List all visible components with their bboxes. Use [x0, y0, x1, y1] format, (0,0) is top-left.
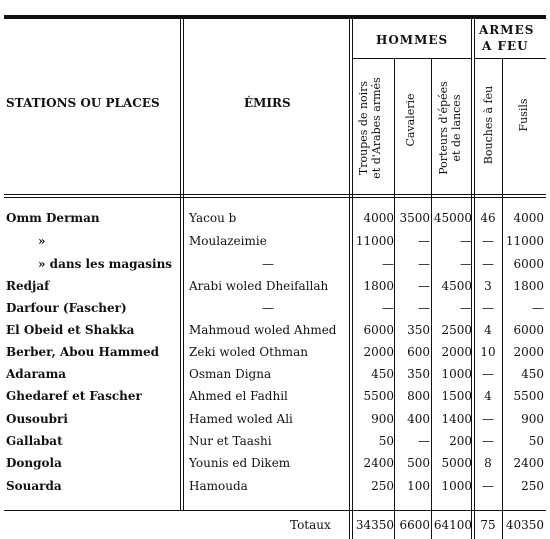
cell-station: Omm Derman: [6, 211, 100, 225]
cell-troupes: —: [382, 301, 394, 315]
cell-bouches: —: [482, 434, 494, 448]
cell-troupes: 2000: [363, 345, 394, 359]
col-troupes-header: [357, 64, 383, 192]
col-porteurs-line2: et de lances: [450, 94, 463, 162]
cell-porteurs: 1500: [441, 389, 472, 403]
rule-bottom: [4, 510, 546, 511]
cell-emir: Nur et Taashi: [189, 434, 272, 448]
cell-porteurs: 2500: [441, 323, 472, 337]
cell-fusils: 6000: [513, 257, 544, 271]
cell-emir: Moulazeimie: [189, 234, 267, 248]
cell-troupes: 50: [378, 434, 394, 448]
header-hommes: HOMMES: [376, 33, 449, 47]
cell-emir: Mahmoud woled Ahmed: [189, 323, 337, 337]
cell-fusils: —: [532, 301, 544, 315]
header-armes-line2: A FEU: [482, 39, 529, 53]
cell-troupes: 900: [371, 412, 394, 426]
cell-troupes: 11000: [355, 234, 394, 248]
total-troupes: 34350: [355, 518, 394, 532]
cell-station: El Obeid et Shakka: [6, 323, 135, 337]
cell-bouches: 46: [480, 211, 496, 225]
cell-station: » dans les magasins: [38, 257, 173, 271]
totals-label: Totaux: [290, 518, 331, 532]
cell-cavalerie: 3500: [399, 211, 430, 225]
cell-emir: Yacou b: [189, 211, 237, 225]
rule-header-bottom: [4, 194, 546, 195]
cell-emir: Ahmed el Fadhil: [189, 389, 288, 403]
vrule-bouches-fusils: [502, 58, 503, 539]
cell-emir: —: [262, 301, 274, 315]
cell-troupes: 450: [371, 367, 394, 381]
rule-top-thick: [4, 15, 546, 19]
cell-fusils: 50: [528, 434, 544, 448]
vrule-troupes-cavalerie: [394, 58, 395, 539]
rule-hommes-under: [352, 58, 472, 59]
cell-bouches: 8: [484, 456, 492, 470]
cell-cavalerie: 600: [407, 345, 430, 359]
cell-station: Dongola: [6, 456, 62, 470]
cell-cavalerie: 100: [407, 479, 430, 493]
cell-fusils: 250: [521, 479, 544, 493]
cell-troupes: —: [382, 257, 394, 271]
header-armes-line1: ARMES: [479, 23, 535, 37]
header-emirs: ÉMIRS: [244, 96, 291, 110]
cell-station: Darfour (Fascher): [6, 301, 127, 315]
cell-fusils: 450: [521, 367, 544, 381]
vrule-stations-emirs-a: [180, 18, 181, 511]
cell-porteurs: 4500: [441, 279, 472, 293]
cell-fusils: 1800: [513, 279, 544, 293]
cell-cavalerie: —: [418, 434, 430, 448]
cell-emir: Arabi woled Dheifallah: [189, 279, 329, 293]
cell-fusils: 5500: [513, 389, 544, 403]
cell-troupes: 4000: [363, 211, 394, 225]
cell-bouches: —: [482, 412, 494, 426]
cell-porteurs: —: [460, 257, 472, 271]
cell-station: Ghedaref et Fascher: [6, 389, 142, 403]
vrule-stations-emirs-b: [183, 18, 184, 511]
cell-bouches: 3: [484, 279, 492, 293]
cell-porteurs: 2000: [441, 345, 472, 359]
cell-porteurs: 1400: [441, 412, 472, 426]
cell-fusils: 900: [521, 412, 544, 426]
cell-emir: Hamed woled Ali: [189, 412, 293, 426]
cell-troupes: 6000: [363, 323, 394, 337]
vrule-emirs-numbers-a: [349, 18, 350, 539]
total-cavalerie: 6600: [399, 518, 430, 532]
cell-troupes: 1800: [363, 279, 394, 293]
cell-station: »: [38, 234, 46, 248]
cell-bouches: —: [482, 257, 494, 271]
cell-cavalerie: —: [418, 279, 430, 293]
cell-cavalerie: —: [418, 257, 430, 271]
cell-station: Redjaf: [6, 279, 50, 293]
cell-station: Berber, Abou Hammed: [6, 345, 160, 359]
rule-armes-under: [474, 58, 546, 59]
cell-station: Gallabat: [6, 434, 63, 448]
cell-porteurs: —: [460, 234, 472, 248]
cell-cavalerie: 350: [407, 323, 430, 337]
cell-station: Adarama: [6, 367, 67, 381]
cell-station: Souarda: [6, 479, 62, 493]
col-fusils-header: Fusils: [517, 98, 530, 132]
cell-cavalerie: 500: [407, 456, 430, 470]
cell-emir: Osman Digna: [189, 367, 272, 381]
cell-bouches: 4: [484, 389, 492, 403]
cell-fusils: 6000: [513, 323, 544, 337]
cell-bouches: —: [482, 234, 494, 248]
cell-porteurs: 5000: [441, 456, 472, 470]
cell-emir: Hamouda: [189, 479, 248, 493]
cell-porteurs: 1000: [441, 367, 472, 381]
col-troupes-line1: Troupes de noirs: [357, 80, 370, 176]
cell-cavalerie: —: [418, 301, 430, 315]
cell-emir: Zeki woled Othman: [189, 345, 308, 359]
cell-cavalerie: 800: [407, 389, 430, 403]
cell-cavalerie: 400: [407, 412, 430, 426]
cell-porteurs: 45000: [433, 211, 472, 225]
total-bouches: 75: [480, 518, 496, 532]
col-troupes-line2: et d'Arabes armés: [370, 77, 383, 179]
cell-fusils: 4000: [513, 211, 544, 225]
col-bouches-header: Bouches à feu: [482, 85, 495, 165]
rule-header-bottom-2: [4, 197, 546, 198]
cell-porteurs: 1000: [441, 479, 472, 493]
cell-emir: Younis ed Dikem: [189, 456, 291, 470]
col-cavalerie-header: Cavalerie: [404, 93, 417, 147]
cell-station: Ousoubri: [6, 412, 68, 426]
cell-troupes: 5500: [363, 389, 394, 403]
cell-bouches: —: [482, 367, 494, 381]
cell-porteurs: —: [460, 301, 472, 315]
cell-porteurs: 200: [449, 434, 472, 448]
cell-fusils: 2400: [513, 456, 544, 470]
cell-cavalerie: —: [418, 234, 430, 248]
cell-bouches: —: [482, 479, 494, 493]
cell-troupes: 2400: [363, 456, 394, 470]
col-porteurs-header: [437, 64, 463, 192]
cell-cavalerie: 350: [407, 367, 430, 381]
total-fusils: 40350: [505, 518, 544, 532]
cell-fusils: 2000: [513, 345, 544, 359]
cell-fusils: 11000: [505, 234, 544, 248]
cell-bouches: —: [482, 301, 494, 315]
cell-bouches: 4: [484, 323, 492, 337]
cell-emir: —: [262, 257, 274, 271]
cell-troupes: 250: [371, 479, 394, 493]
header-stations: STATIONS OU PLACES: [6, 96, 160, 110]
total-porteurs: 64100: [433, 518, 472, 532]
col-porteurs-line1: Porteurs d'épées: [437, 81, 450, 175]
cell-bouches: 10: [480, 345, 496, 359]
